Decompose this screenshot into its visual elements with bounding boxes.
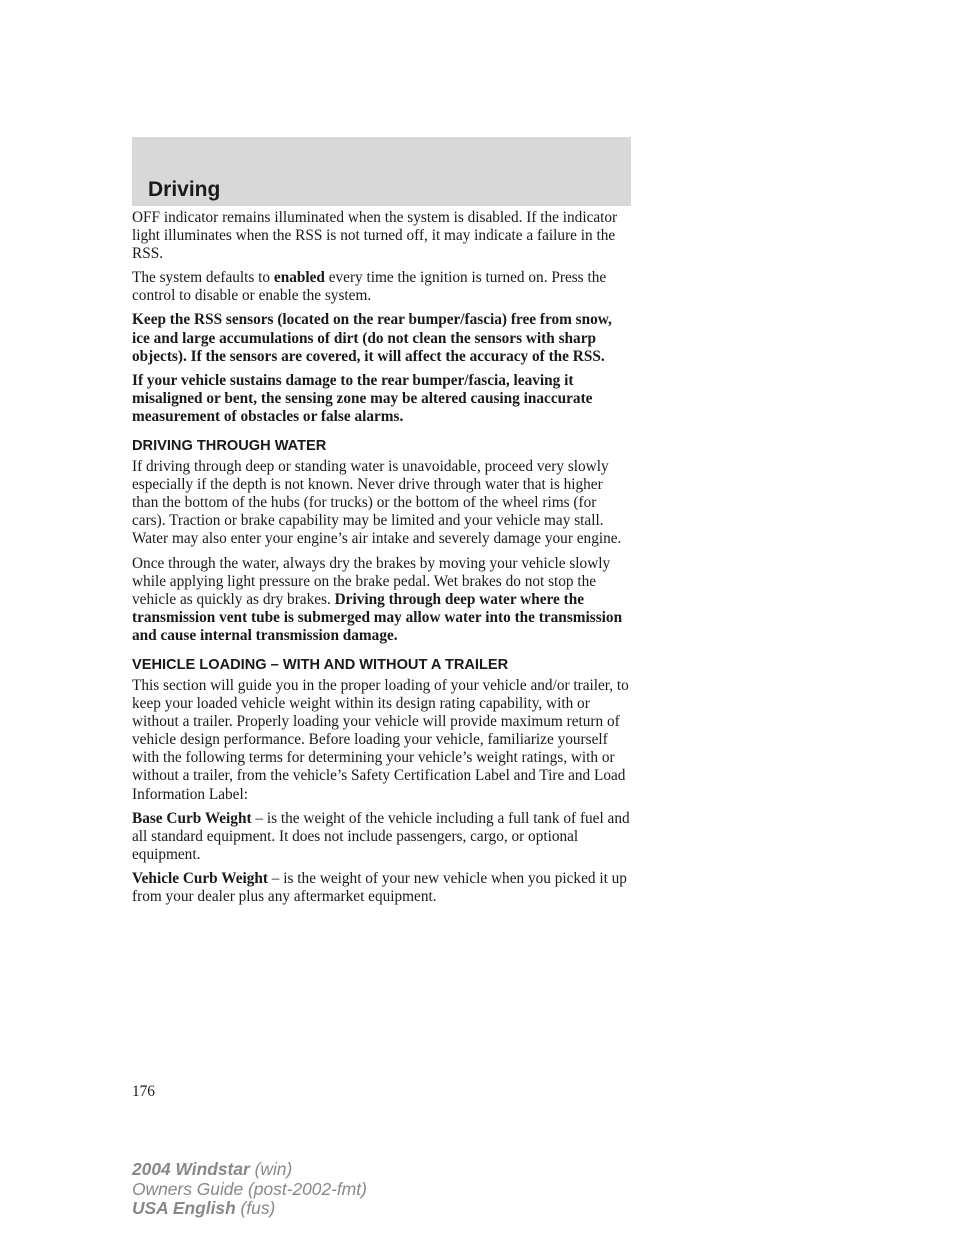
section-title: Driving bbox=[148, 178, 221, 201]
heading-vehicle-loading: VEHICLE LOADING – WITH AND WITHOUT A TRAILER bbox=[132, 656, 509, 673]
footer-line-model: 2004 Windstar (win) bbox=[132, 1159, 293, 1179]
definition-term: Base Curb Weight bbox=[132, 809, 252, 827]
definition-term: Vehicle Curb Weight bbox=[132, 869, 268, 887]
heading-driving-through-water: DRIVING THROUGH WATER bbox=[132, 438, 327, 455]
paragraph: The system defaults to enabled every time the ignition is turned on. Press the control to disable or enable the system. bbox=[132, 269, 607, 305]
page-content bbox=[132, 209, 632, 912]
footer-line-language: USA English (fus) bbox=[132, 1198, 276, 1218]
warning-paragraph: If your vehicle sustains damage to the rear bumper/fascia, leaving it misaligned or bent, the sensing zone may be altered causing inaccurate measurement of obstacles or false alarms. bbox=[132, 371, 593, 425]
paragraph: This section will guide you in the proper loading of your vehicle and/or trailer, to keep your loaded vehicle weight within its design rating capability, with or without a trailer. Properly loading your vehicle will provide maximum return of vehicle design performance. Before loading your vehicle, familiarize yourself with the following terms for determining your vehicle’s weight ratings, with or without a trailer, from the vehicle’s Safety Certification Label and Tire and Load Information Label: bbox=[132, 676, 629, 803]
warning-text: Driving through deep water where the transmission vent tube is submerged may allow water into the transmission and cause internal transmission damage. bbox=[132, 590, 623, 644]
page-number: 176 bbox=[132, 1083, 155, 1100]
warning-paragraph: Keep the RSS sensors (located on the rear bumper/fascia) free from snow, ice and large accumulations of dirt (do not clean the sensors with sharp objects). If the sensors are covered, it will affect the accuracy of the RSS. bbox=[132, 311, 612, 365]
bold-term: enabled bbox=[273, 269, 325, 287]
definition-vehicle-curb-weight: Vehicle Curb Weight – is the weight of your new vehicle when you picked it up from your dealer plus any aftermarket equipment. bbox=[132, 869, 627, 905]
section-header-band bbox=[132, 137, 631, 206]
paragraph: OFF indicator remains illuminated when the system is disabled. If the indicator light illuminates when the RSS is not turned off, it may indicate a failure in the RSS. bbox=[132, 209, 618, 263]
paragraph: If driving through deep or standing water is unavoidable, proceed very slowly especially if the depth is not known. Never drive through water that is higher than the bottom of the hubs (for trucks) or the bottom of the wheel rims (for cars). Traction or brake capability may be limited and your vehicle may stall. Water may also enter your engine’s air intake and severely damage your engine. bbox=[132, 458, 622, 548]
paragraph: Once through the water, always dry the brakes by moving your vehicle slowly while applying light pressure on the brake pedal. Wet brakes do not stop the vehicle as quickly as dry brakes. Driving through deep water where the transmission vent tube is submerged may allow water into the transmission and cause internal transmission damage. bbox=[132, 554, 623, 644]
document-footer bbox=[132, 1160, 367, 1219]
definition-base-curb-weight: Base Curb Weight – is the weight of the vehicle including a full tank of fuel and all standard equipment. It does not include passengers, cargo, or optional equipment. bbox=[132, 809, 630, 863]
footer-line-guide: Owners Guide (post-2002-fmt) bbox=[132, 1178, 367, 1199]
